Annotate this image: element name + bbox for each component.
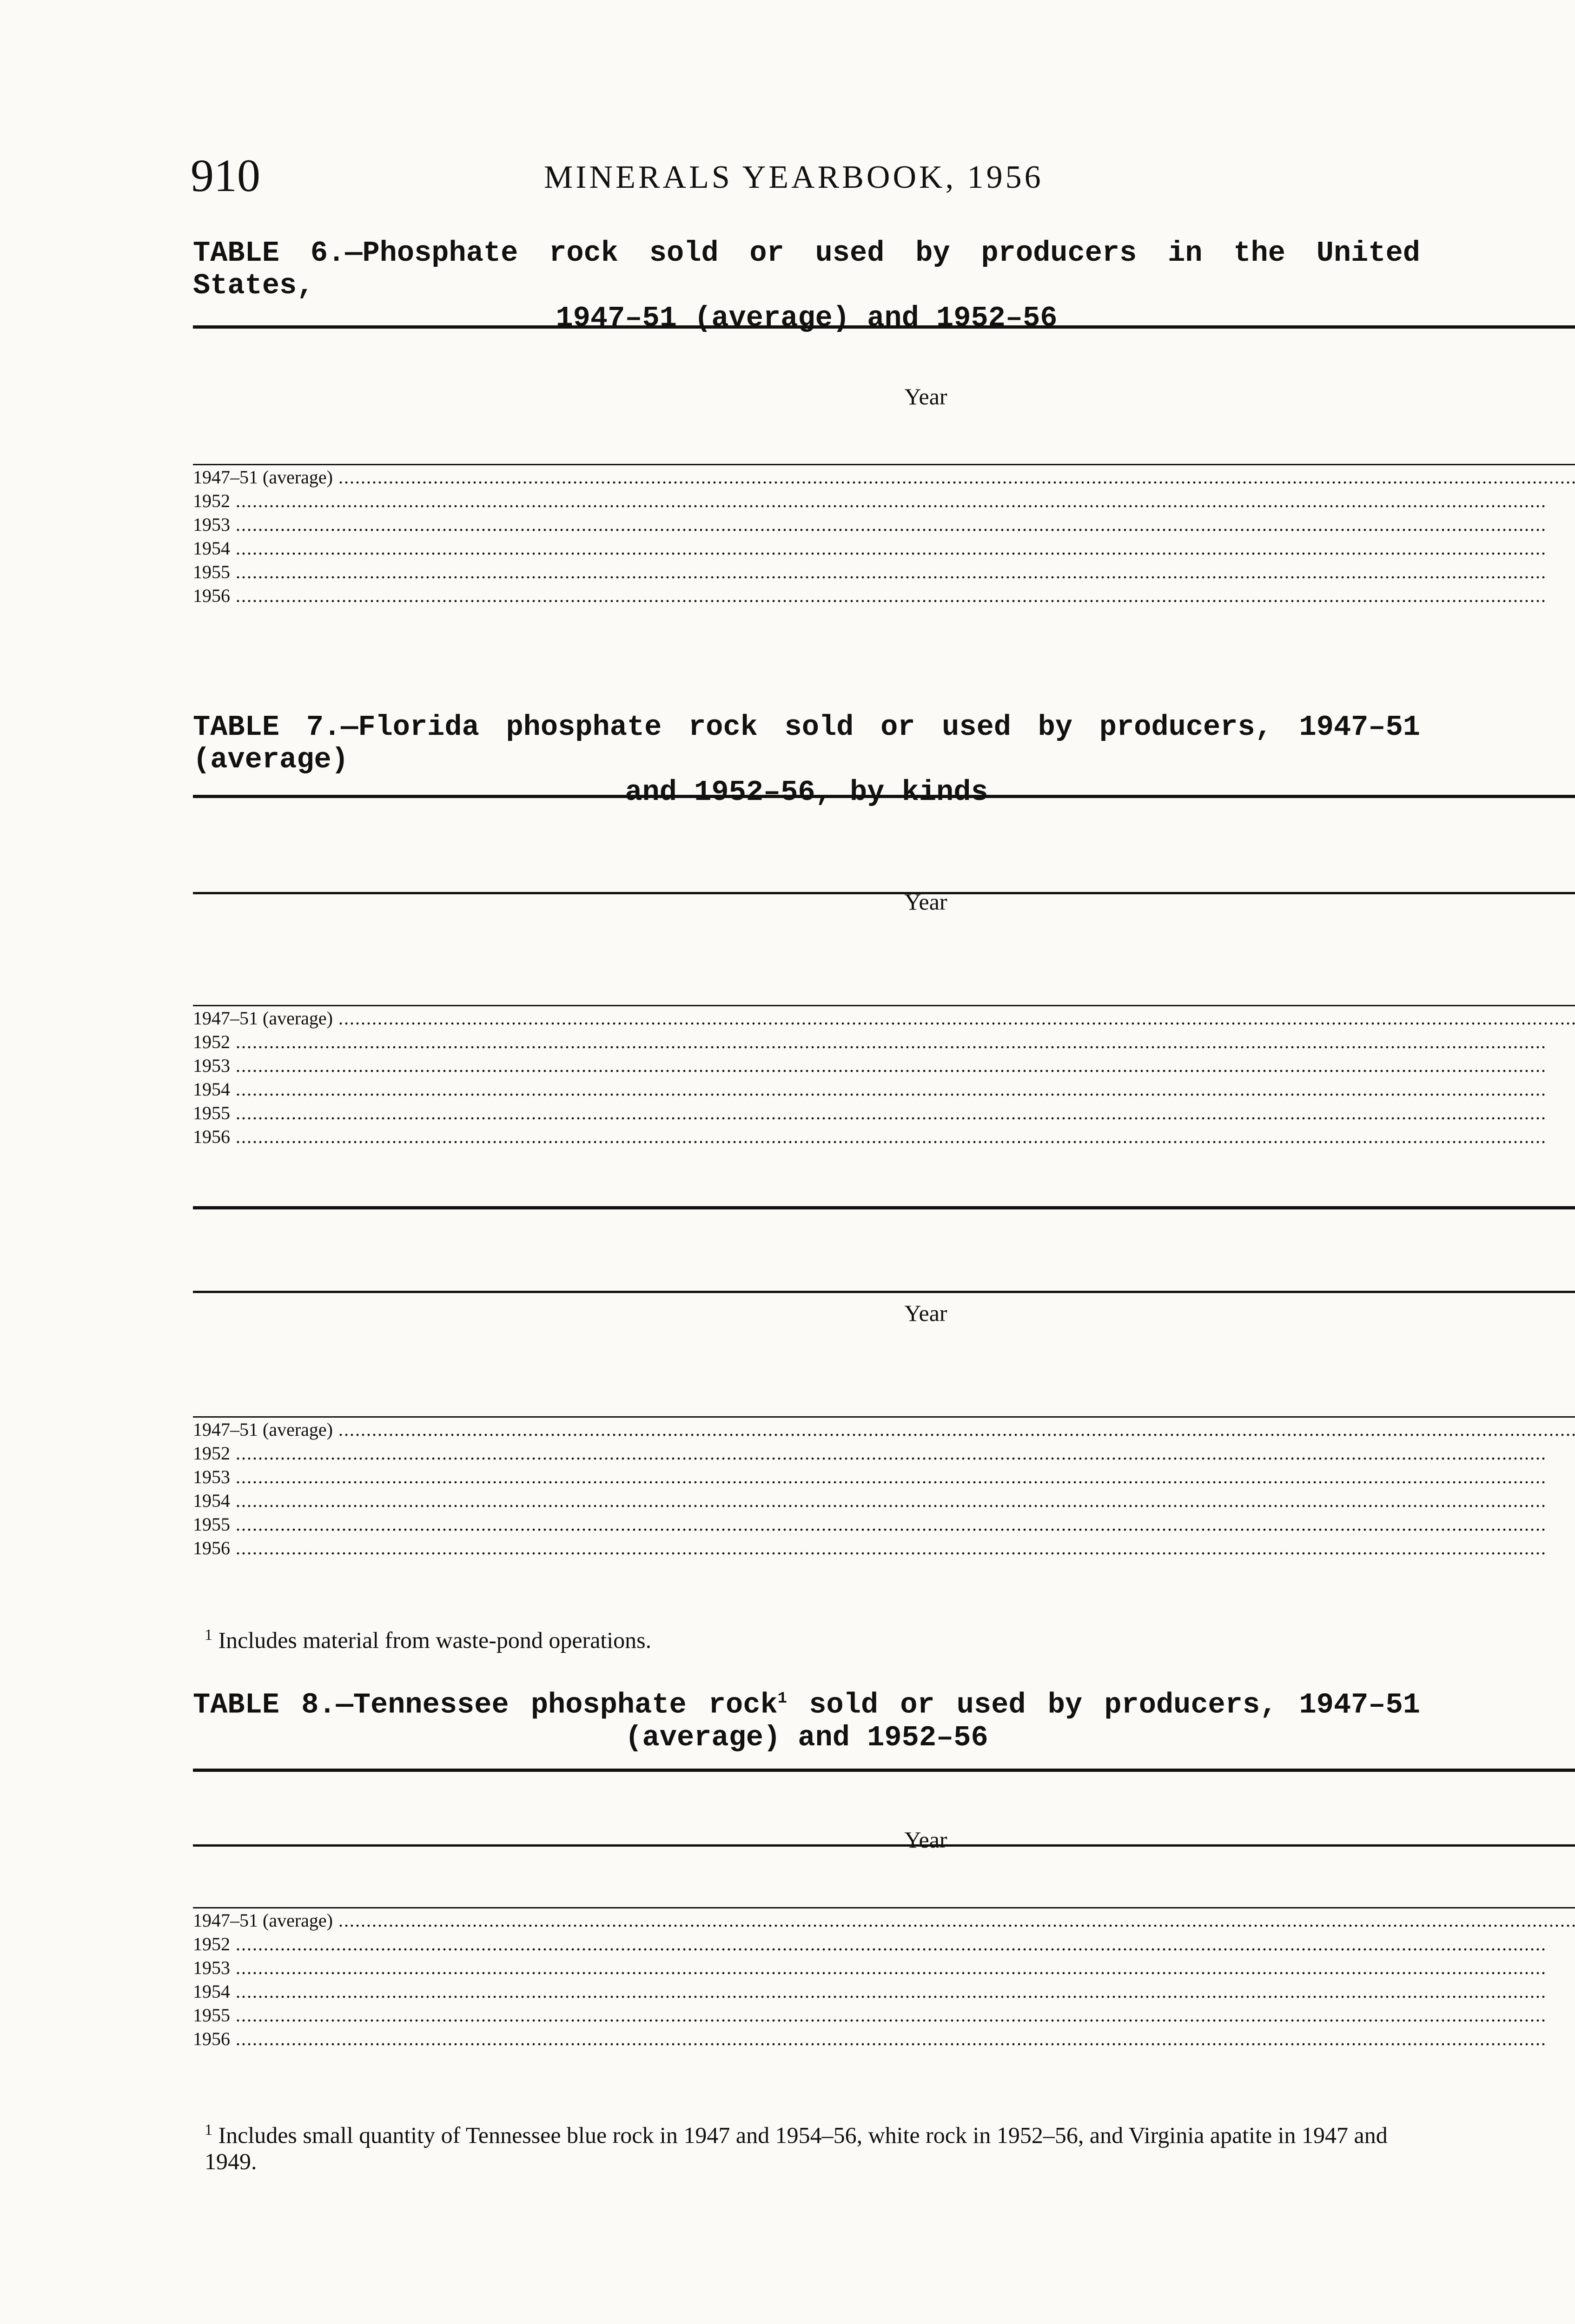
year-label: 1953 ..... — [193, 1054, 1575, 1077]
table8-caption-line2: (average) and 1952–56 — [625, 1721, 988, 1754]
year-label: 1947–51 (average) ..... — [193, 1418, 1575, 1441]
year-label: 1947–51 (average) ..... — [193, 465, 1575, 489]
table6-caption-line2: 1947–51 (average) and 1952–56 — [556, 302, 1058, 335]
table8 — [193, 1769, 1575, 2324]
year-label: 1955 ..... — [193, 1101, 1575, 1125]
table8-years — [193, 1908, 1575, 2324]
year-label: 1954 ..... — [193, 1077, 1575, 1101]
table7-lower-year-header: Year — [193, 1208, 1575, 1417]
table6-caption — [193, 237, 1420, 335]
table6-caption-line1: TABLE 6.—Phosphate rock sold or used by producers in the United States, — [193, 237, 1420, 302]
year-label: 1952 ..... — [193, 489, 1575, 513]
year-label: 1953 ..... — [193, 1465, 1575, 1489]
table7-footnote-text: Includes material from waste-pond operations. — [218, 1627, 652, 1653]
table8-caption — [193, 1683, 1420, 1754]
year-label: 1953 ..... — [193, 513, 1575, 536]
table8-footnote — [205, 2117, 1423, 2174]
year-label: 1947–51 (average) ..... — [193, 1006, 1575, 1030]
table8-caption-mark: 1 — [777, 1690, 788, 1708]
year-label: 1956 ..... — [193, 584, 1575, 607]
year-label: 1955 ..... — [193, 2003, 1575, 2027]
page-header — [191, 149, 1423, 209]
table8-caption-pre: TABLE 8.—Tennessee phosphate rock — [193, 1688, 778, 1722]
table8-footnote-mark: 1 — [205, 2121, 212, 2139]
year-label: 1955 ..... — [193, 560, 1575, 584]
year-label: 1954 ..... — [193, 1489, 1575, 1512]
table6-year-header: Year — [193, 327, 1575, 465]
table7-footnote-mark: 1 — [205, 1626, 212, 1644]
year-label: 1952 ..... — [193, 1932, 1575, 1956]
page-number: 910 — [191, 150, 260, 201]
running-head: MINERALS YEARBOOK, 1956 — [544, 159, 1044, 195]
table8-year-header: Year — [193, 1770, 1575, 1908]
year-label: 1952 ..... — [193, 1030, 1575, 1054]
table7-caption — [193, 711, 1420, 809]
table7-caption-line1: TABLE 7.—Florida phosphate rock sold or used by producers, 1947–51 (average) — [193, 711, 1420, 776]
year-label: 1955 ..... — [193, 1512, 1575, 1536]
year-label: 1952 ..... — [193, 1441, 1575, 1465]
table7-caption-line2: and 1952–56, by kinds — [625, 776, 988, 809]
year-label: 1956 ..... — [193, 2027, 1575, 2051]
year-label: 1947–51 (average) ..... — [193, 1908, 1575, 1932]
year-label: 1956 ..... — [193, 1536, 1575, 1560]
year-label: 1956 ..... — [193, 1125, 1575, 1149]
table8-caption-line1 — [193, 1683, 1420, 1722]
table8-footnote-text: Includes small quantity of Tennessee blue rock in 1947 and 1954–56, white rock in 1952–56, and Virginia apatite in 1947 and 1949. — [205, 2122, 1388, 2174]
table8-caption-post: sold or used by producers, 1947–51 — [787, 1688, 1420, 1722]
year-label: 1954 ..... — [193, 536, 1575, 560]
year-label: 1953 ..... — [193, 1956, 1575, 1980]
year-label: 1954 ..... — [193, 1980, 1575, 2003]
table7-year-header: Year — [193, 797, 1575, 1006]
table7-footnote — [205, 1622, 1423, 1653]
